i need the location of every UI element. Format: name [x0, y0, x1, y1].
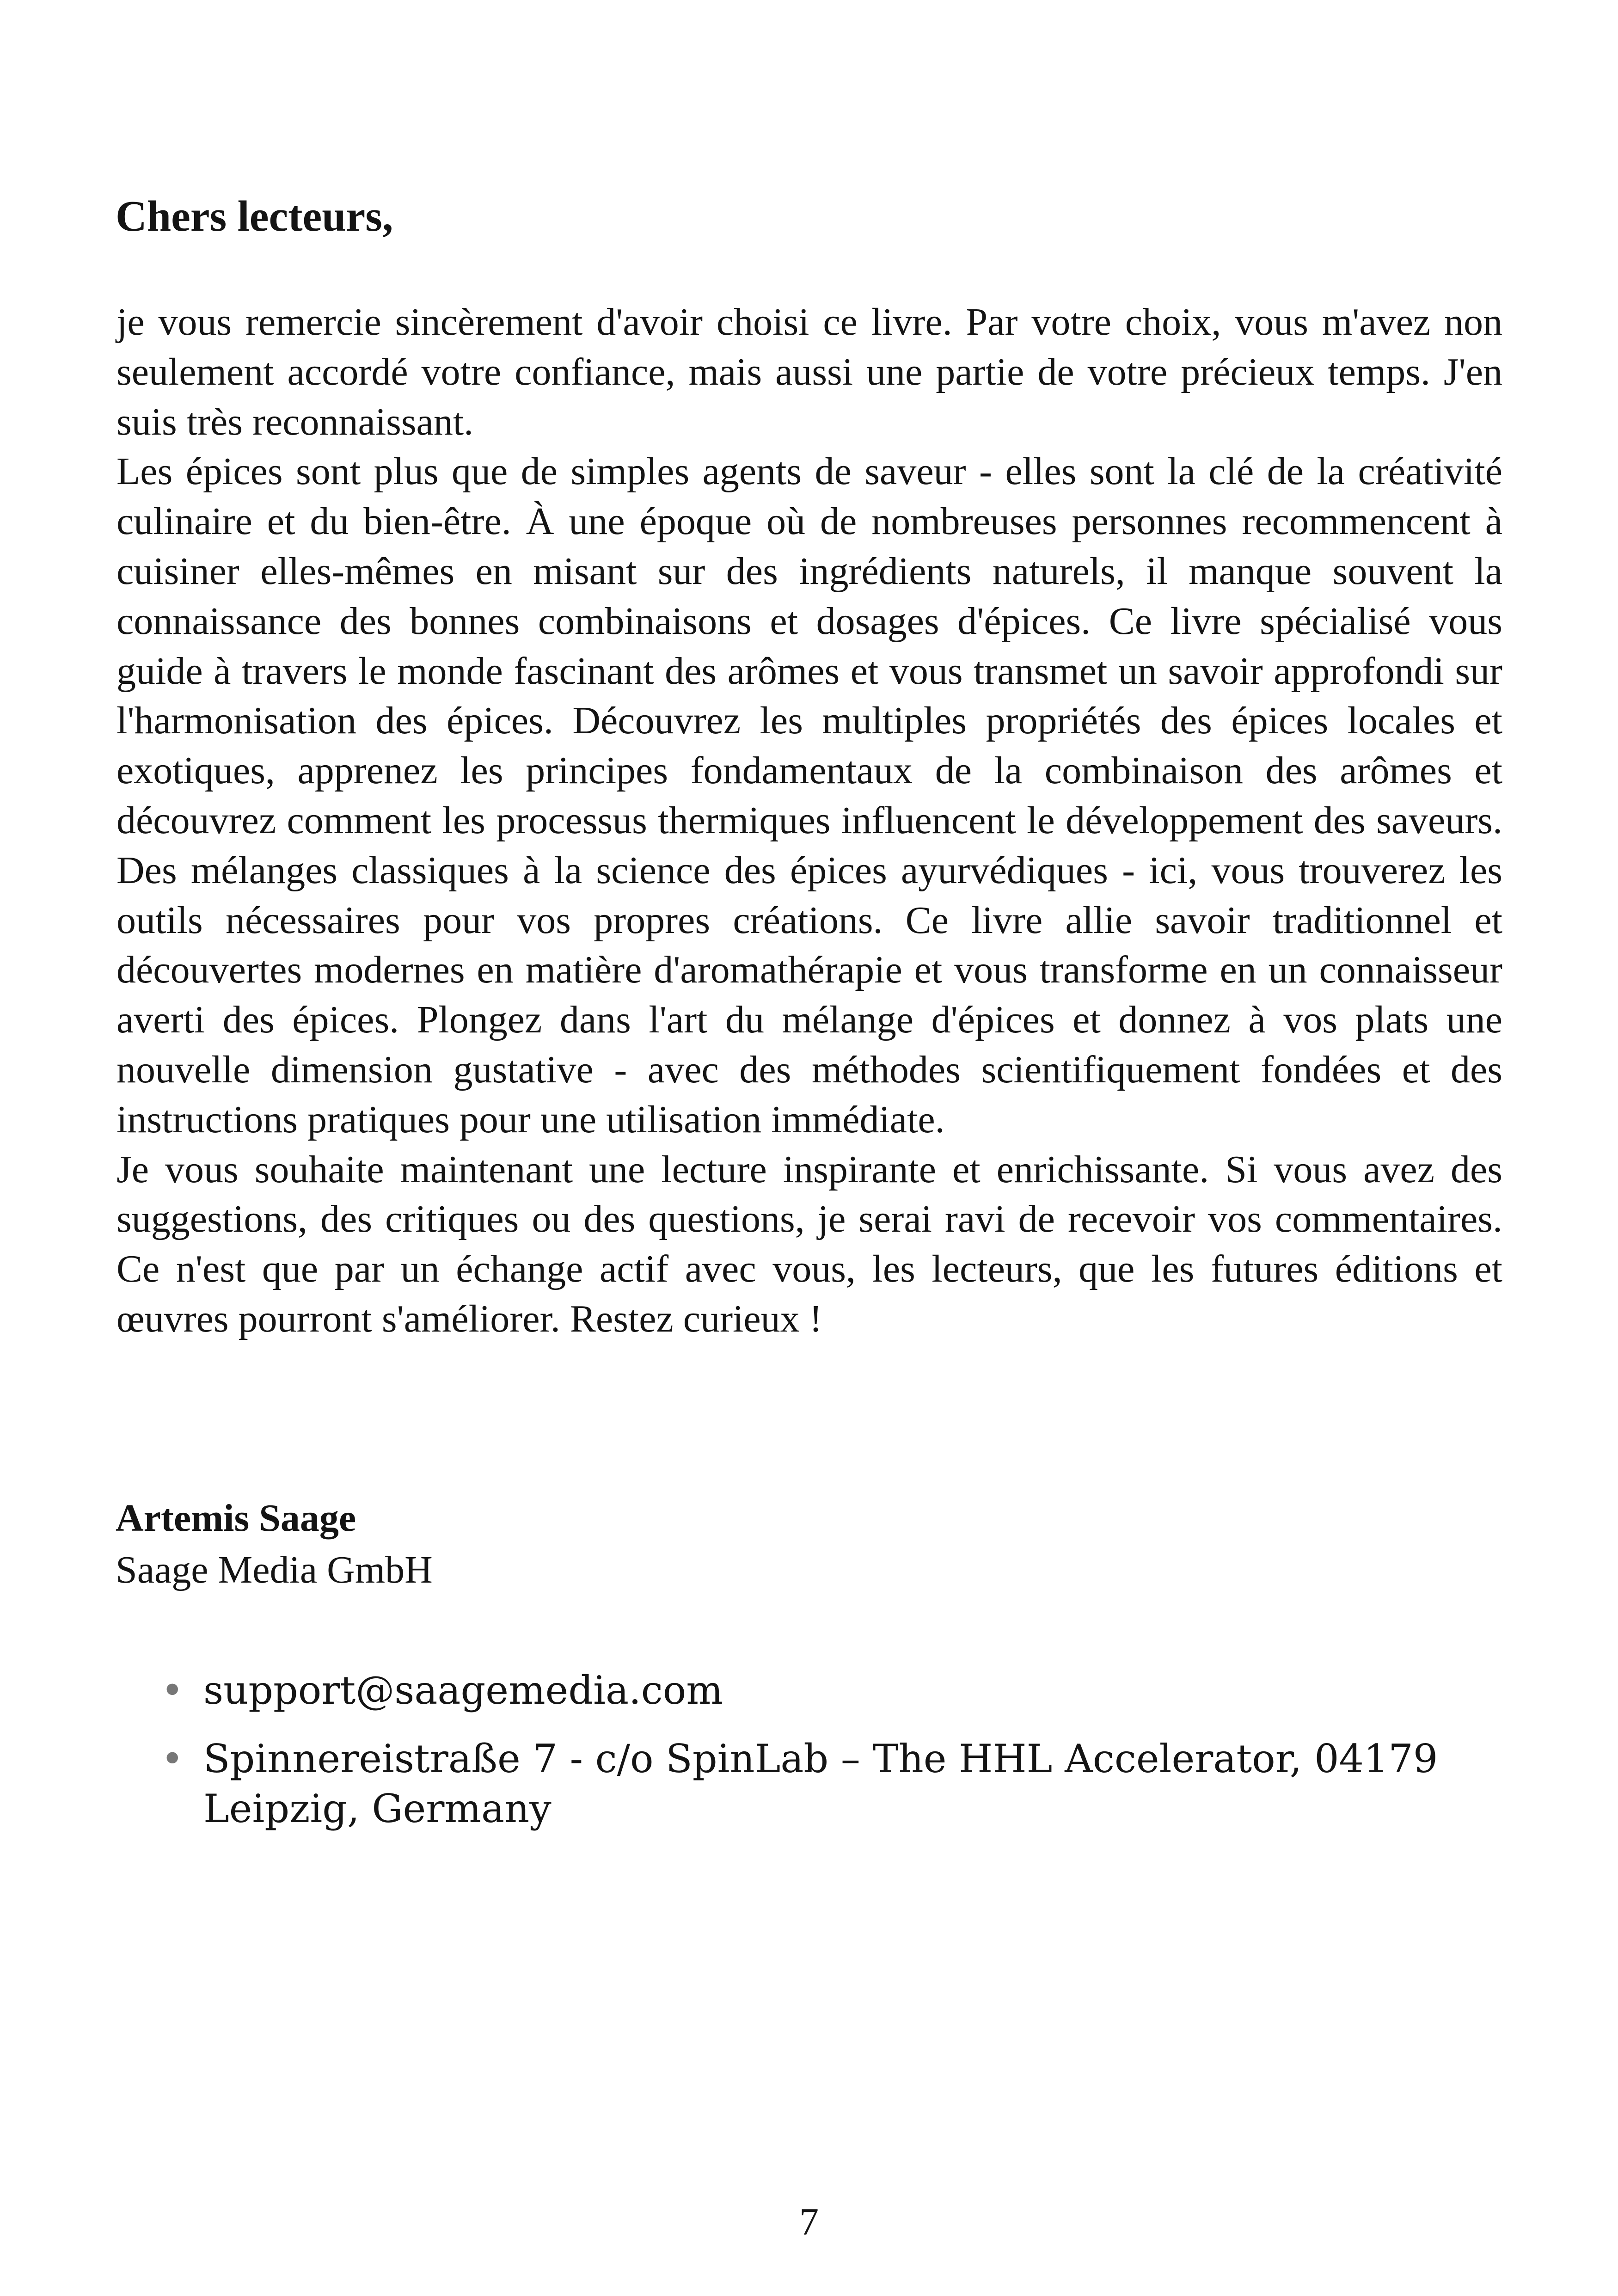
- contact-email: [0, 1665, 1502, 1715]
- email-link[interactable]: support@saagemedia.com: [203, 1668, 723, 1713]
- paragraph-closing: Je vous souhaite maintenant une lecture inspirante et enrichissante. Si vous avez des suggestions, des critiques ou des questions, je serai ravi de recevoir vos commentaires. Ce n'est que par un échange actif avec vous, les lecteurs, que les futures éditions et œuvres pourront s'améliorer. Restez curieux !: [116, 1148, 1502, 1340]
- author-name: Artemis Saage: [116, 1497, 356, 1540]
- bullet-icon: •: [161, 1736, 184, 1781]
- page-number: 7: [799, 2200, 819, 2243]
- salutation-heading: Chers lecteurs,: [116, 192, 393, 240]
- paragraph-book-description: Les épices sont plus que de simples agents de saveur - elles sont la clé de la créativité culinaire et du bien-être. À une époque où de nombreuses personnes recommencent à cuisiner elles-mêmes en misant sur des ingrédients naturels, il manque souvent la connaissance des bonnes combinaisons et dosages d'épices. Ce livre spécialisé vous guide à travers le monde fascinant des arômes et vous transmet un savoir approfondi sur l'harmonisation des épices. Découvrez les multiples propriétés des épices locales et exotiques, apprenez les principes fondamentaux de la combinaison des arômes et découvrez comment les processus thermiques influencent le développement des saveurs. Des mélanges classiques à la science des épices ayurvédiques - ici, vous trouverez les outils nécessaires pour vos propres créations. Ce livre allie savoir traditionnel et découvertes modernes en matière d'aromathérapie et vous transforme en un connaisseur averti des épices. Plongez dans l'art du mélange d'épices et donnez à vos plats une nouvelle dimension gustative - avec des méthodes scientifiquement fondées et des instructions pratiques pour une utilisation immédiate.: [116, 450, 1502, 1141]
- contact-address: [0, 1734, 1502, 1834]
- company-name: Saage Media GmbH: [116, 1548, 433, 1591]
- paragraph-thanks: je vous remercie sincèrement d'avoir choisi ce livre. Par votre choix, vous m'avez non seulement accordé votre confiance, mais aussi une partie de votre précieux temps. J'en suis très reconnaissant.: [116, 301, 1502, 443]
- letter-body: [116, 297, 1502, 1344]
- address-text: Spinnereistraße 7 - c/o SpinLab – The HHL Accelerator, 04179 Leipzig, Germany: [203, 1736, 1438, 1831]
- signature-block: [116, 1492, 433, 1596]
- contact-list: [0, 1665, 1502, 1852]
- bullet-icon: •: [161, 1668, 184, 1713]
